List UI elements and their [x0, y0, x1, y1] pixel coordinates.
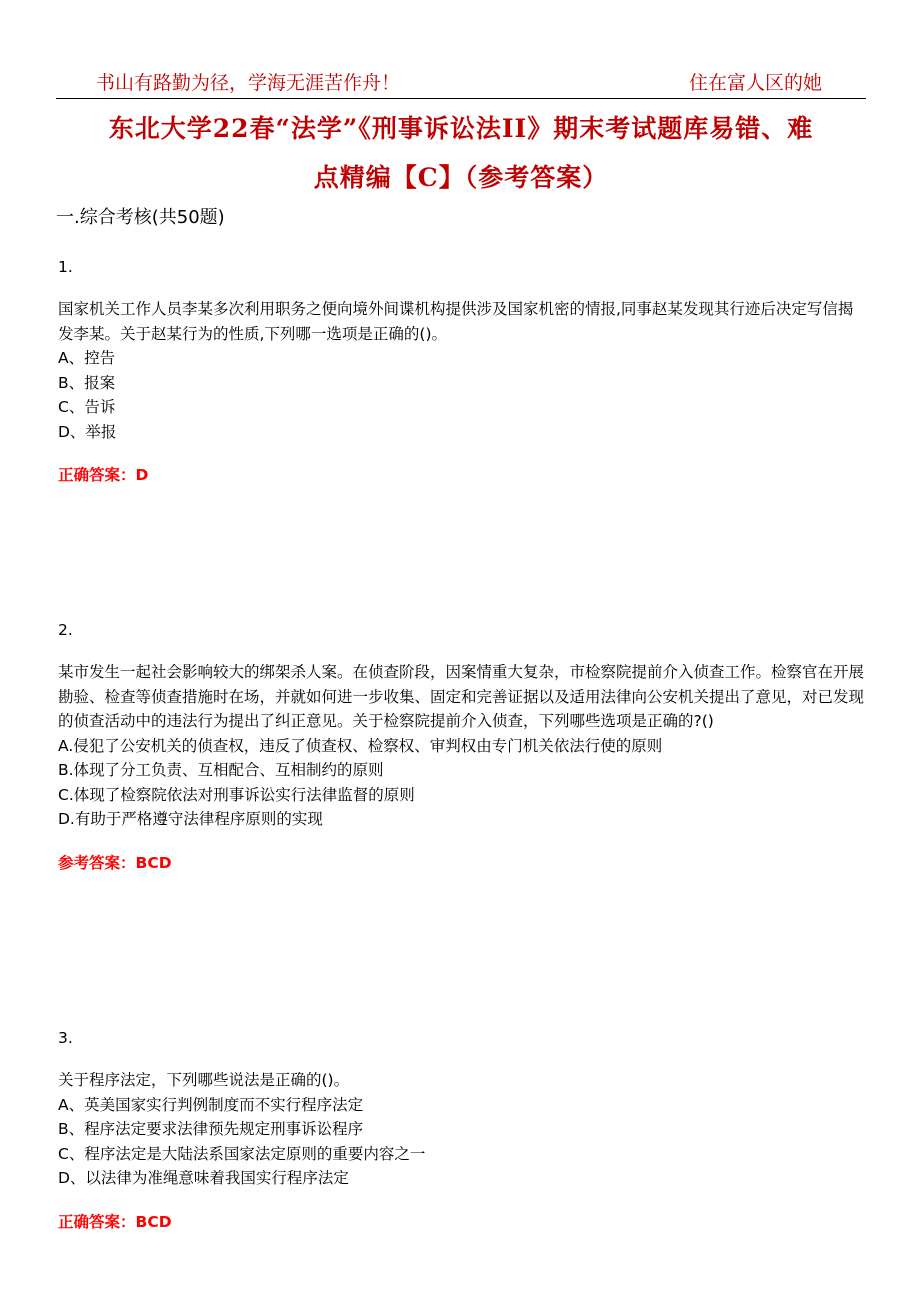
- option-b: B、报案: [58, 373, 116, 392]
- option-b: B、程序法定要求法律预先规定刑事诉讼程序: [58, 1120, 364, 1138]
- option-c: C、告诉: [58, 398, 116, 416]
- header-motto: 书山有路勤为径，学海无涯苦作舟！: [96, 72, 401, 94]
- question-number: 3.: [58, 1029, 73, 1047]
- section-heading: 一.综合考核(共50题): [56, 207, 225, 228]
- title-line-1: 东北大学22春“法学”《刑事诉讼法II》期末考试题库易错、难: [108, 114, 814, 143]
- answer-label: 正确答案：D: [58, 466, 149, 484]
- question-number: 1.: [58, 258, 73, 276]
- document-title: [56, 104, 866, 202]
- question-stem: 关于程序法定，下列哪些说法是正确的()。: [58, 1071, 350, 1089]
- answer-label: 正确答案：BCD: [58, 1212, 172, 1231]
- question-stem: 国家机关工作人员李某多次利用职务之便向境外间谍机构提供涉及国家机密的情报,同事赵某发现其行迹后决定写信揭发李某。关于赵某行为的性质,下列哪一选项是正确的()。: [58, 300, 854, 343]
- option-a: A、控告: [58, 349, 116, 367]
- title-line-2: 点精编【C】（参考答案）: [313, 163, 609, 192]
- question-3: [58, 1028, 866, 1232]
- option-c: C.体现了检察院依法对刑事诉讼实行法律监督的原则: [58, 785, 415, 804]
- option-c: C、程序法定是大陆法系国家法定原则的重要内容之一: [58, 1144, 426, 1163]
- option-a: A、英美国家实行判例制度而不实行程序法定: [58, 1095, 364, 1114]
- question-stem: 某市发生一起社会影响较大的绑架杀人案。在侦查阶段，因案情重大复杂，市检察院提前介入侦查工作。检察官在开展勘验、检查等侦查措施时在场，并就如何进一步收集、固定和完善证据以及适用法律向公安机关提出了意见，对已发现的侦查活动中的违法行为提出了纠正意见。关于检察院提前介入侦查，下列哪些选项是正确的?(): [58, 663, 865, 730]
- question-1: [58, 257, 866, 485]
- option-d: D.有助于严格遵守法律程序原则的实现: [58, 810, 323, 828]
- header-author: 住在富人区的她: [688, 72, 822, 94]
- option-b: B.体现了分工负责、互相配合、互相制约的原则: [58, 761, 384, 779]
- option-d: D、举报: [58, 422, 117, 441]
- page-header: [56, 64, 866, 99]
- answer-label: 参考答案：BCD: [58, 853, 172, 872]
- option-d: D、以法律为准绳意味着我国实行程序法定: [58, 1169, 349, 1187]
- question-2: [58, 620, 866, 873]
- question-number: 2.: [58, 621, 73, 639]
- option-a: A.侵犯了公安机关的侦查权，违反了侦查权、检察权、审判权由专门机关依法行使的原则: [58, 736, 663, 755]
